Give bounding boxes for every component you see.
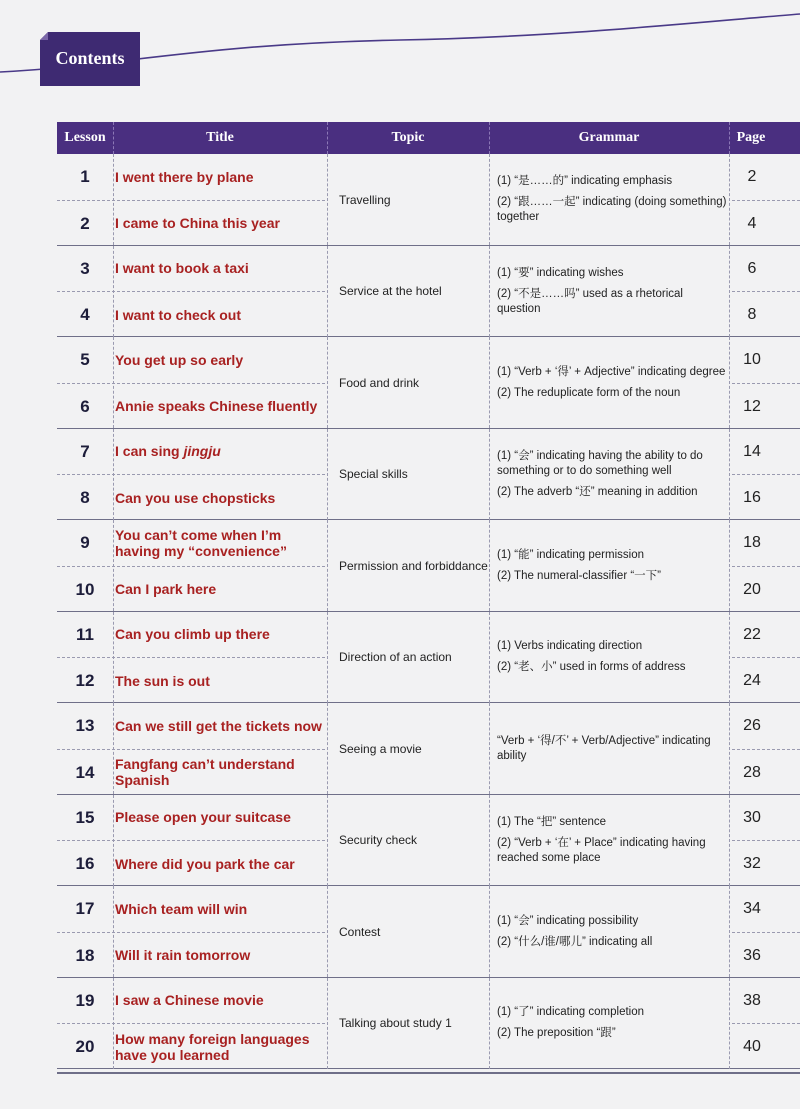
topic-cell: Food and drink xyxy=(339,375,420,390)
lesson-group xyxy=(57,429,800,521)
lesson-group xyxy=(57,886,800,978)
grammar-point: (2) The numeral-classifier “一下” xyxy=(497,569,662,582)
lesson-title[interactable] xyxy=(115,567,325,612)
grammar-cell xyxy=(490,520,728,611)
contents-heading: Contents xyxy=(55,48,125,68)
lesson-number: 10 xyxy=(75,579,95,599)
lesson-title[interactable] xyxy=(115,978,325,1023)
table-bottom-rule xyxy=(57,1072,800,1074)
lesson-title[interactable] xyxy=(115,201,325,246)
lesson-group xyxy=(57,978,800,1070)
lesson-group xyxy=(57,703,800,795)
grammar-cell xyxy=(490,429,728,520)
lesson-title[interactable] xyxy=(115,337,325,382)
page-number[interactable]: 4 xyxy=(747,214,757,232)
grammar-cell xyxy=(490,886,728,977)
lesson-title-text: I want to check out xyxy=(115,306,242,323)
lesson-number: 4 xyxy=(80,305,90,325)
header-page: Page xyxy=(736,130,766,145)
lesson-title[interactable] xyxy=(115,795,325,840)
lesson-number: 18 xyxy=(75,945,95,965)
page-number[interactable]: 38 xyxy=(743,991,761,1009)
lesson-title-text: Which team will win xyxy=(115,900,248,917)
lesson-title[interactable] xyxy=(115,1024,325,1069)
topic-cell: Security check xyxy=(339,833,418,847)
grammar-point: (2) “跟……一起” indicating (doing something) together xyxy=(497,196,727,223)
grammar-point: (2) “不是……吗” used as a rhetorical question xyxy=(497,287,683,315)
page-number[interactable]: 14 xyxy=(743,442,761,460)
header-grammar: Grammar xyxy=(578,130,640,145)
page-number[interactable]: 24 xyxy=(743,672,761,690)
lesson-title-text: I came to China this year xyxy=(115,215,280,232)
lesson-title[interactable] xyxy=(115,475,325,520)
page-number[interactable]: 12 xyxy=(743,397,761,415)
lesson-title-text: Can you use chopsticks xyxy=(115,489,276,506)
grammar-cell xyxy=(490,703,728,794)
lesson-title[interactable] xyxy=(115,750,325,795)
page-number[interactable]: 18 xyxy=(743,534,761,551)
lesson-title-text: Will it rain tomorrow xyxy=(115,947,251,964)
grammar-point: (2) “什么/谁/哪儿” indicating all xyxy=(497,935,653,948)
lesson-title-text: You get up so early xyxy=(115,351,244,368)
page-number[interactable]: 32 xyxy=(743,855,761,873)
grammar-point: (1) Verbs indicating direction xyxy=(497,640,643,652)
topic-cell: Travelling xyxy=(339,192,391,207)
grammar-cell xyxy=(490,337,728,428)
lesson-title[interactable] xyxy=(115,246,325,291)
lesson-group xyxy=(57,612,800,704)
lesson-number: 12 xyxy=(75,671,95,691)
lesson-title-text: I want to book a taxi xyxy=(115,260,249,276)
lesson-number: 2 xyxy=(80,213,90,233)
topic-cell: Talking about study 1 xyxy=(339,1016,452,1030)
lesson-title-text: Can we still get the tickets now xyxy=(115,717,322,734)
lesson-title-text: I went there by plane xyxy=(115,168,254,185)
grammar-point: (1) “是……的” indicating emphasis xyxy=(497,175,673,187)
table-of-contents xyxy=(57,122,800,1069)
lesson-title[interactable] xyxy=(115,384,325,429)
page-number[interactable]: 8 xyxy=(747,306,757,324)
topic-cell: Contest xyxy=(339,924,381,939)
lesson-number: 20 xyxy=(75,1037,95,1057)
lesson-title-text: Can you climb up there xyxy=(115,626,270,642)
header-title: Title xyxy=(206,130,234,145)
grammar-point: (2) “Verb + ‘在’ + Place” indicating having reached some place xyxy=(497,836,706,864)
topic-cell: Seeing a movie xyxy=(339,741,422,756)
lesson-number: 6 xyxy=(80,396,90,416)
topic-cell: Permission and forbiddance xyxy=(339,558,488,573)
lesson-title-text: Fangfang can’t understand Spanish xyxy=(115,756,295,789)
lesson-title-text: You can’t come when I’m having my “convenience” xyxy=(115,526,287,559)
grammar-cell xyxy=(490,612,728,703)
lesson-title[interactable] xyxy=(115,841,325,886)
topic-cell: Direction of an action xyxy=(339,650,452,664)
lesson-title[interactable] xyxy=(115,612,325,657)
grammar-point: “Verb + ‘得/不’ + Verb/Adjective” indicating ability xyxy=(497,734,711,762)
lesson-title[interactable] xyxy=(115,520,325,565)
grammar-cell xyxy=(490,246,728,337)
lesson-title-text: How many foreign languages have you learned xyxy=(115,1030,310,1063)
lesson-title[interactable] xyxy=(115,658,325,703)
grammar-cell xyxy=(490,795,728,886)
lesson-group xyxy=(57,795,800,887)
lesson-number: 14 xyxy=(75,762,95,782)
page-number[interactable]: 20 xyxy=(743,580,761,598)
lesson-number: 15 xyxy=(75,807,95,827)
lesson-title[interactable] xyxy=(115,886,325,931)
lesson-title[interactable] xyxy=(115,703,325,748)
grammar-point: (1) The “把” sentence xyxy=(497,815,607,828)
lesson-title[interactable] xyxy=(115,292,325,337)
lesson-number: 13 xyxy=(75,716,95,735)
lesson-number: 11 xyxy=(76,624,94,644)
grammar-point: (1) “会” indicating having the ability to do something or to do something well xyxy=(497,449,703,477)
grammar-point: (2) “老、小” used in forms of address xyxy=(497,661,686,673)
lesson-number: 8 xyxy=(80,488,90,508)
header-lesson: Lesson xyxy=(64,130,106,145)
lesson-group xyxy=(57,154,800,246)
grammar-point: (1) “要” indicating wishes xyxy=(497,266,624,279)
lesson-number: 19 xyxy=(75,990,95,1010)
page-number[interactable]: 22 xyxy=(743,625,761,643)
grammar-point: (1) “能” indicating permission xyxy=(497,548,644,561)
lesson-number: 17 xyxy=(75,899,95,918)
table-body xyxy=(57,154,800,1069)
lesson-number: 1 xyxy=(80,167,90,186)
page-number[interactable]: 26 xyxy=(743,717,761,734)
header-topic: Topic xyxy=(391,130,425,145)
grammar-point: (1) “Verb + ‘得’ + Adjective” indicating degree xyxy=(497,365,726,378)
lesson-number: 7 xyxy=(80,441,90,461)
page-number[interactable]: 36 xyxy=(743,946,761,964)
page-number[interactable]: 2 xyxy=(747,168,757,185)
page-number[interactable]: 28 xyxy=(743,763,761,781)
page-number[interactable]: 16 xyxy=(743,489,761,507)
table-header xyxy=(57,122,800,154)
page-number[interactable]: 6 xyxy=(747,259,757,277)
lesson-title-text: Please open your suitcase xyxy=(115,809,291,825)
grammar-point: (1) “了” indicating completion xyxy=(497,1006,645,1018)
lesson-title-text: The sun is out xyxy=(115,672,210,689)
lesson-title-pinyin: jingju xyxy=(183,443,221,459)
topic-cell: Special skills xyxy=(339,467,408,481)
grammar-point: (2) The reduplicate form of the noun xyxy=(497,386,681,399)
grammar-cell xyxy=(490,154,728,245)
lesson-number: 9 xyxy=(80,533,90,552)
grammar-point: (2) The adverb “还” meaning in addition xyxy=(497,485,698,498)
page-number[interactable]: 34 xyxy=(743,900,761,917)
lesson-title[interactable] xyxy=(115,933,325,978)
page-number[interactable]: 30 xyxy=(743,808,761,826)
lesson-number: 16 xyxy=(75,854,95,874)
lesson-title-text: Can I park here xyxy=(115,581,217,598)
lesson-title-text: I saw a Chinese movie xyxy=(115,992,264,1008)
lesson-group xyxy=(57,246,800,338)
lesson-number: 5 xyxy=(80,350,90,369)
page-number[interactable]: 40 xyxy=(743,1038,761,1056)
lesson-title[interactable] xyxy=(115,429,325,474)
grammar-point: (2) The preposition “跟” xyxy=(497,1027,616,1039)
topic-cell: Service at the hotel xyxy=(339,284,442,298)
lesson-title-text: Annie speaks Chinese fluently xyxy=(115,398,318,415)
lesson-group xyxy=(57,520,800,612)
lesson-group xyxy=(57,337,800,429)
page-number[interactable]: 10 xyxy=(743,351,761,368)
grammar-point: (1) “会” indicating possibility xyxy=(497,914,639,927)
lesson-title-text: Where did you park the car xyxy=(115,855,295,872)
grammar-cell xyxy=(490,978,728,1069)
lesson-title[interactable] xyxy=(115,154,325,199)
lesson-title-text: I can sing xyxy=(115,443,180,459)
lesson-number: 3 xyxy=(80,258,90,278)
